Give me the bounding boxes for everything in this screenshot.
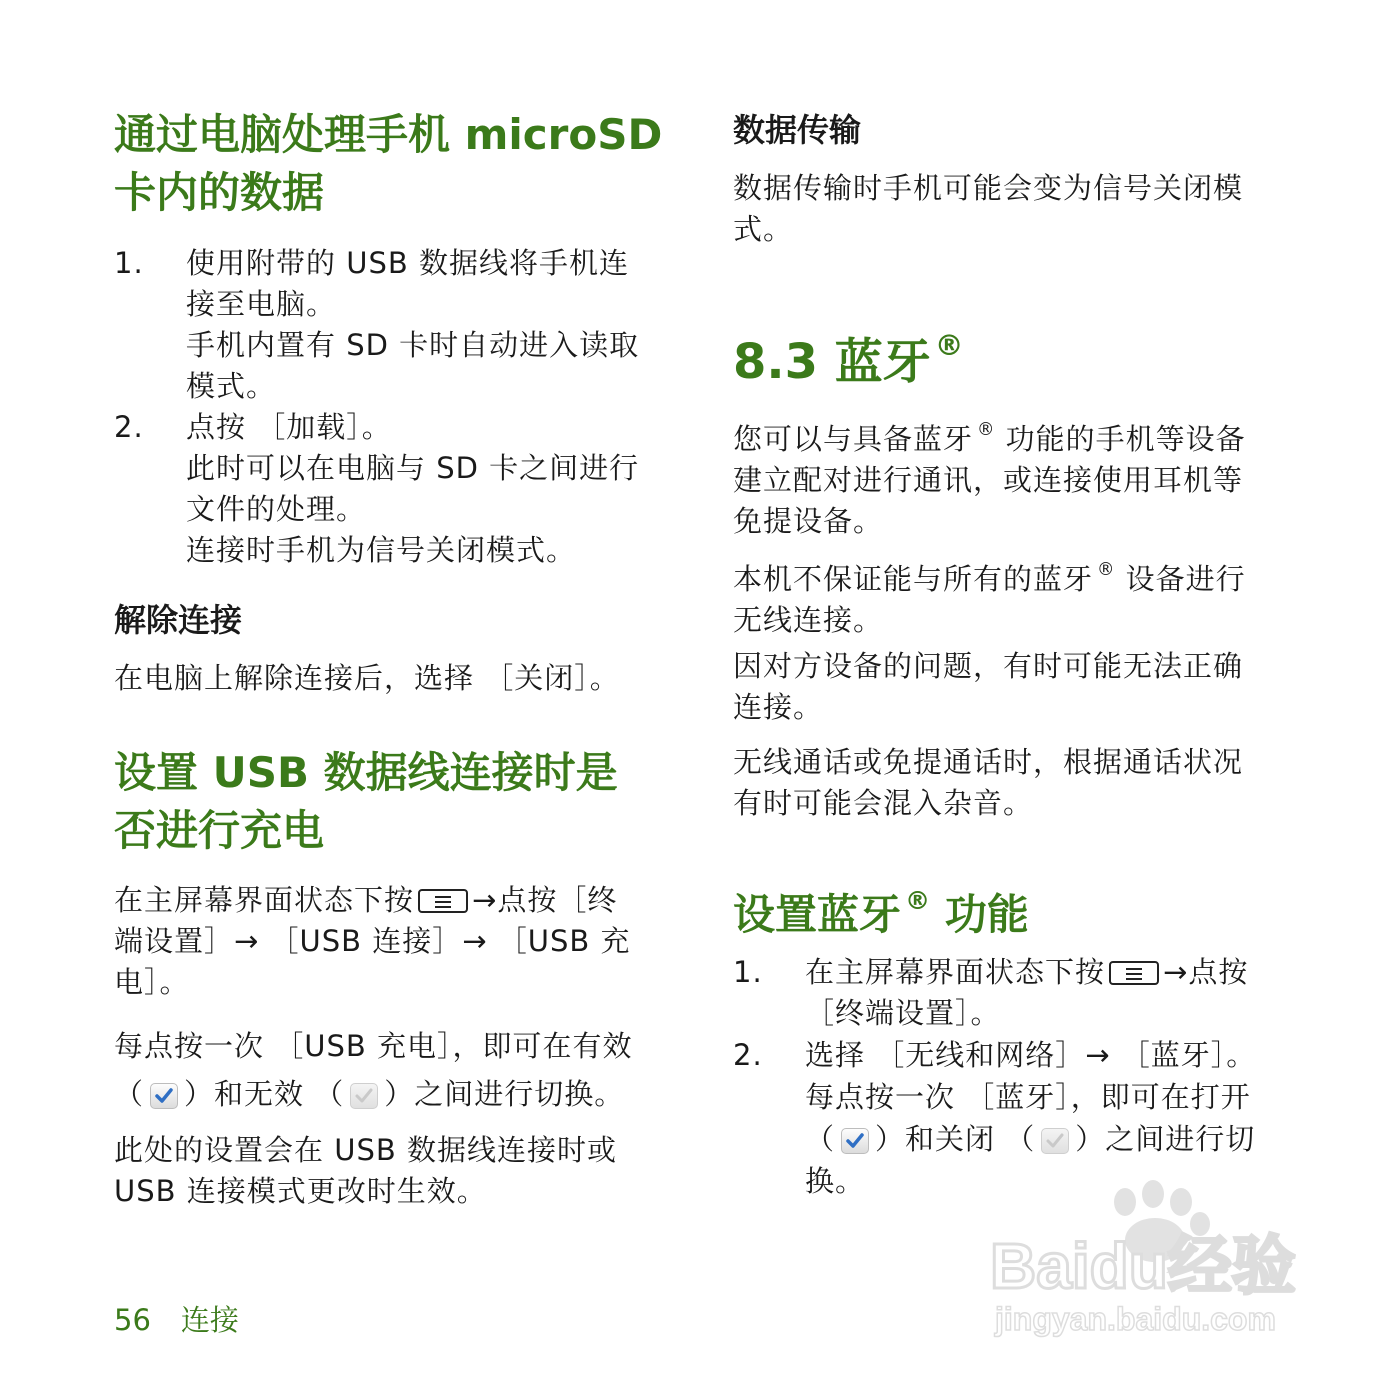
paragraph-data-transfer — [733, 168, 1285, 250]
text: 选择 ［无线和网络］→ ［蓝牙］。 — [805, 1038, 1257, 1072]
heading-disconnect: 解除连接 — [114, 601, 243, 639]
heading-bluetooth-settings — [733, 872, 1285, 944]
step-number: 2. — [114, 410, 144, 444]
text: ［终端设置］。 — [805, 996, 1001, 1030]
paragraph-bt4 — [733, 742, 1285, 824]
list-item — [733, 1034, 1285, 1202]
heading-bluetooth — [733, 316, 1285, 391]
text: （ — [114, 1077, 145, 1111]
text: 有时可能会混入杂音。 — [733, 786, 1034, 820]
text: 换。 — [805, 1164, 866, 1198]
text: 电］。 — [114, 965, 190, 999]
section-name: 连接 — [180, 1303, 239, 1337]
menu-key-icon — [1109, 961, 1159, 985]
registered-mark: ® — [977, 420, 996, 440]
text: 功能 — [944, 890, 1029, 940]
text: 在主屏幕界面状态下按 — [805, 955, 1106, 989]
registered-mark: ® — [1097, 560, 1116, 580]
page-footer — [114, 1300, 269, 1340]
heading-line: 否进行充电 — [114, 806, 325, 855]
page-number: 56 — [114, 1303, 151, 1337]
text: 免提设备。 — [733, 503, 884, 538]
paragraph-effect — [114, 1130, 666, 1212]
step-line: 模式。 — [186, 369, 277, 403]
baidu-watermark — [985, 1180, 1315, 1340]
list-item — [114, 243, 666, 407]
text: 无线通话或免提通话时，根据通话状况 — [733, 745, 1244, 779]
text: 端设置］→ ［USB 连接］→ ［USB 充 — [114, 924, 631, 958]
text: →点按 — [1163, 955, 1249, 989]
step-line: 文件的处理。 — [186, 492, 367, 526]
text: 数据传输时手机可能会变为信号关闭模 — [733, 171, 1244, 205]
text: ）和无效 （ — [184, 1077, 345, 1111]
heading-line: 通过电脑处理手机 microSD — [114, 110, 663, 159]
unchecked-checkbox-icon — [1041, 1128, 1069, 1154]
text: 式。 — [733, 212, 794, 246]
svg-text:jingyan.baidu.com: jingyan.baidu.com — [995, 1301, 1276, 1337]
step-number: 1. — [114, 246, 144, 280]
text: 建立配对进行通讯，或连接使用耳机等 — [733, 462, 1244, 497]
heading-line: 卡内的数据 — [114, 168, 325, 217]
step-line: 点按 ［加载］。 — [186, 410, 392, 444]
heading-line: 设置 USB 数据线连接时是 — [114, 748, 618, 797]
text: （ — [805, 1122, 836, 1156]
svg-text:Baidu经验: Baidu经验 — [990, 1230, 1296, 1302]
text: 功能的手机等设备 — [1005, 421, 1246, 456]
text: 设备进行 — [1125, 561, 1246, 596]
text: 本机不保证能与所有的蓝牙 — [733, 561, 1094, 596]
text: →点按［终 — [472, 883, 618, 917]
checked-checkbox-icon — [150, 1083, 178, 1109]
menu-key-icon — [418, 889, 468, 913]
registered-mark: ® — [905, 886, 931, 915]
paragraph-bt2 — [733, 550, 1285, 641]
step-line: 此时可以在电脑与 SD 卡之间进行 — [186, 451, 640, 485]
text: 连接。 — [733, 690, 824, 724]
step-number: 1. — [733, 955, 763, 989]
text: ）和关闭 （ — [875, 1122, 1036, 1156]
text: 设置蓝牙 — [733, 890, 902, 940]
registered-mark: ® — [934, 328, 964, 362]
step-line: 使用附带的 USB 数据线将手机连 — [186, 246, 629, 280]
step-line: 接至电脑。 — [186, 287, 337, 321]
heading-usb-charge — [114, 744, 666, 860]
list-item — [733, 952, 1285, 1034]
list-item — [114, 407, 666, 571]
bt-steps-list — [733, 952, 1285, 1202]
paragraph-disconnect: 在电脑上解除连接后，选择 ［关闭］。 — [114, 661, 620, 695]
step-line: 手机内置有 SD 卡时自动进入读取 — [186, 328, 640, 362]
text: 每点按一次 ［USB 充电］，即可在有效 — [114, 1029, 633, 1063]
text: 在主屏幕界面状态下按 — [114, 883, 415, 917]
step-number: 2. — [733, 1038, 763, 1072]
unchecked-checkbox-icon — [350, 1083, 378, 1109]
paragraph-charge-path — [114, 880, 666, 1003]
heading-data-transfer: 数据传输 — [733, 111, 862, 149]
text: ）之间进行切换。 — [384, 1077, 625, 1111]
text: USB 连接模式更改时生效。 — [114, 1174, 487, 1208]
text: 此处的设置会在 USB 数据线连接时或 — [114, 1133, 617, 1167]
steps-list — [114, 243, 666, 571]
text: 8.3 蓝牙 — [733, 334, 931, 391]
paw-logo-icon — [985, 1180, 1315, 1340]
text: 因对方设备的问题，有时可能无法正确 — [733, 649, 1244, 683]
paragraph-bt3 — [733, 646, 1285, 728]
text: ）之间进行切 — [1075, 1122, 1256, 1156]
text: 无线连接。 — [733, 602, 884, 637]
paragraph-charge-toggle — [114, 1022, 666, 1118]
text: 每点按一次 ［蓝牙］，即可在打开 — [805, 1080, 1251, 1114]
checked-checkbox-icon — [841, 1128, 869, 1154]
step-line: 连接时手机为信号关闭模式。 — [186, 533, 577, 567]
heading-microsd — [114, 106, 666, 222]
paragraph-bt1 — [733, 410, 1285, 542]
text: 您可以与具备蓝牙 — [733, 421, 974, 456]
